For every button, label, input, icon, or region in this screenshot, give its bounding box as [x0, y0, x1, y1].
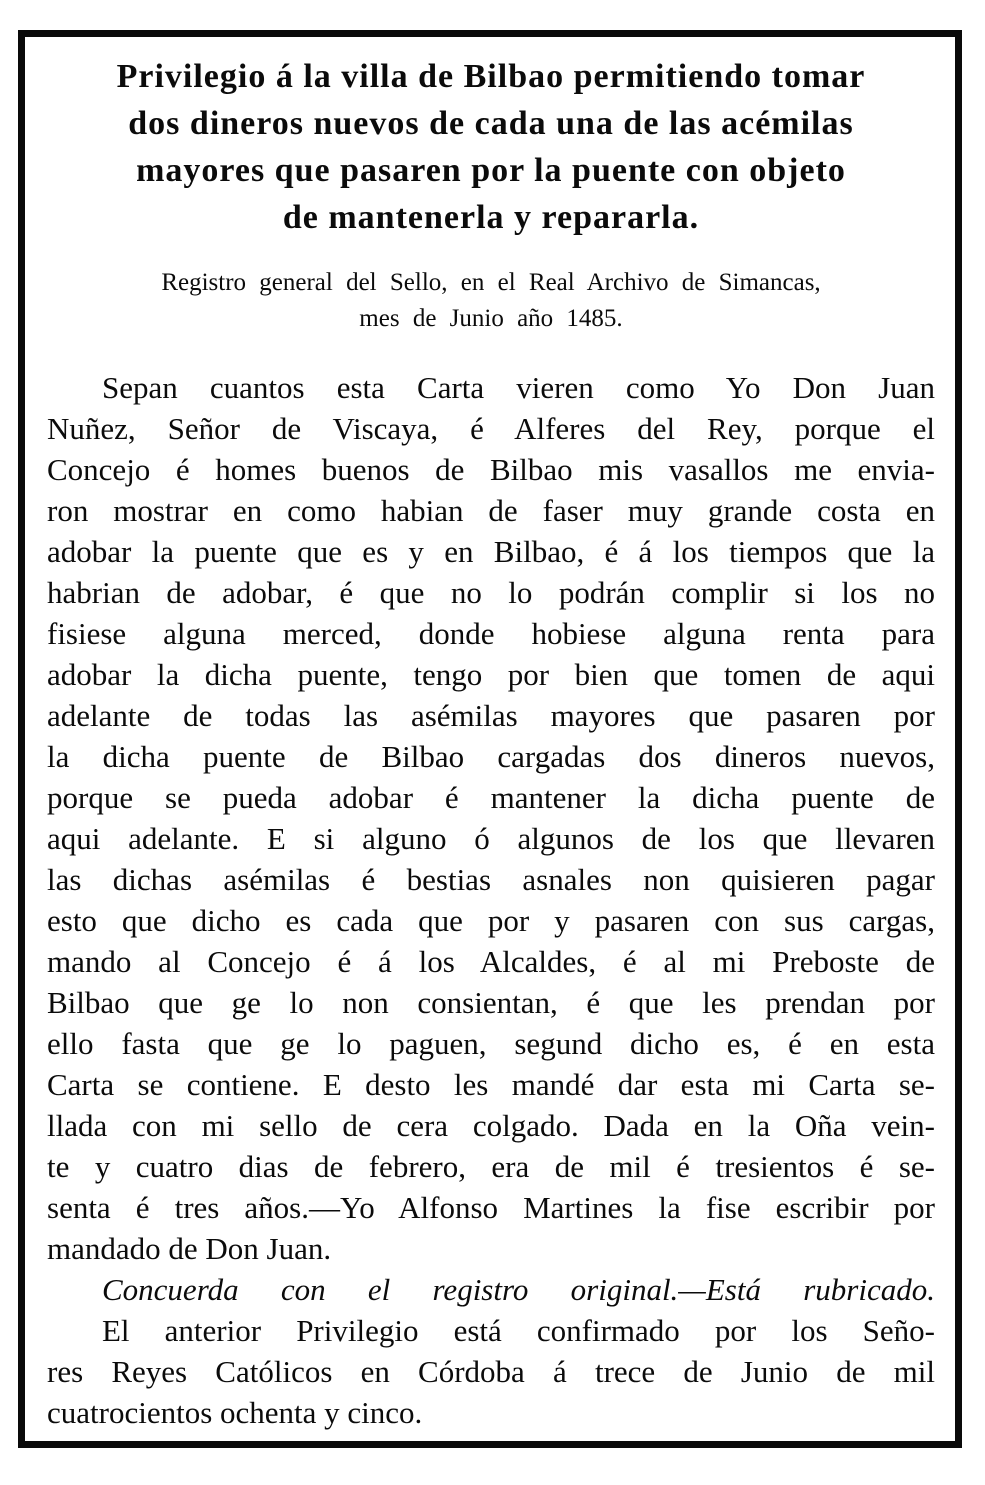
body-line: fisiese alguna merced, donde hobiese alguna renta para: [47, 616, 935, 651]
confirmation-paragraph: [47, 1310, 935, 1433]
body-line: adobar la dicha puente, tengo por bien que tomen de aqui: [47, 657, 935, 692]
body-line: adelante de todas las asémilas mayores que pasaren por: [47, 698, 935, 733]
registry-source-note: [47, 265, 935, 337]
body-line: llada con mi sello de cera colgado. Dada en la Oña vein-: [47, 1108, 935, 1143]
body-line: las dichas asémilas é bestias asnales non quisieren pagar: [47, 862, 935, 897]
source-line: Registro general del Sello, en el Real Archivo de Simancas,: [161, 269, 821, 296]
document-border-frame: [18, 30, 962, 1448]
body-line: res Reyes Católicos en Córdoba á trece de Junio de mil: [47, 1354, 935, 1389]
body-line: adobar la puente que es y en Bilbao, é á los tiempos que la: [47, 534, 935, 569]
body-line: senta é tres años.—Yo Alfonso Martines la fise escribir por: [47, 1190, 935, 1225]
body-line: ello fasta que ge lo paguen, segund dicho es, é en esta: [47, 1026, 935, 1061]
title-line: mayores que pasaren por la puente con objeto: [136, 152, 846, 189]
body-line: porque se pueda adobar é mantener la dicha puente de: [47, 780, 935, 815]
document-body: [47, 367, 935, 1433]
body-line: El anterior Privilegio está confirmado por los Seño-: [102, 1313, 935, 1348]
title-line: de mantenerla y repararla.: [282, 199, 700, 236]
body-line: mando al Concejo é á los Alcaldes, é al mi Preboste de: [47, 944, 935, 979]
document-title: [47, 53, 935, 241]
body-line: habrian de adobar, é que no lo podrán complir si los no: [47, 575, 935, 610]
body-line: cuatrocientos ochenta y cinco.: [47, 1395, 423, 1430]
body-line: Concejo é homes buenos de Bilbao mis vasallos me envia-: [47, 452, 935, 487]
title-line: Privilegio á la villa de Bilbao permitiendo tomar: [116, 58, 866, 95]
title-line: dos dineros nuevos de cada una de las acémilas: [128, 105, 854, 142]
source-line: mes de Junio año 1485.: [359, 305, 623, 332]
body-line: Bilbao que ge lo non consientan, é que les prendan por: [47, 985, 935, 1020]
grant-paragraph: [47, 367, 935, 1269]
body-line: Sepan cuantos esta Carta vieren como Yo Don Juan: [102, 370, 935, 405]
body-line: te y cuatro dias de febrero, era de mil é tresientos é se-: [47, 1149, 935, 1184]
certification-line: Concuerda con el registro original.—Está rubricado.: [102, 1272, 935, 1307]
body-line: Nuñez, Señor de Viscaya, é Alferes del Rey, porque el: [47, 411, 935, 446]
body-line: la dicha puente de Bilbao cargadas dos dineros nuevos,: [47, 739, 935, 774]
body-line: mandado de Don Juan.: [47, 1231, 332, 1266]
body-line: esto que dicho es cada que por y pasaren con sus cargas,: [47, 903, 935, 938]
body-line: ron mostrar en como habian de faser muy grande costa en: [47, 493, 935, 528]
body-line: aqui adelante. E si alguno ó algunos de los que llevaren: [47, 821, 935, 856]
body-line: Carta se contiene. E desto les mandé dar esta mi Carta se-: [47, 1067, 935, 1102]
